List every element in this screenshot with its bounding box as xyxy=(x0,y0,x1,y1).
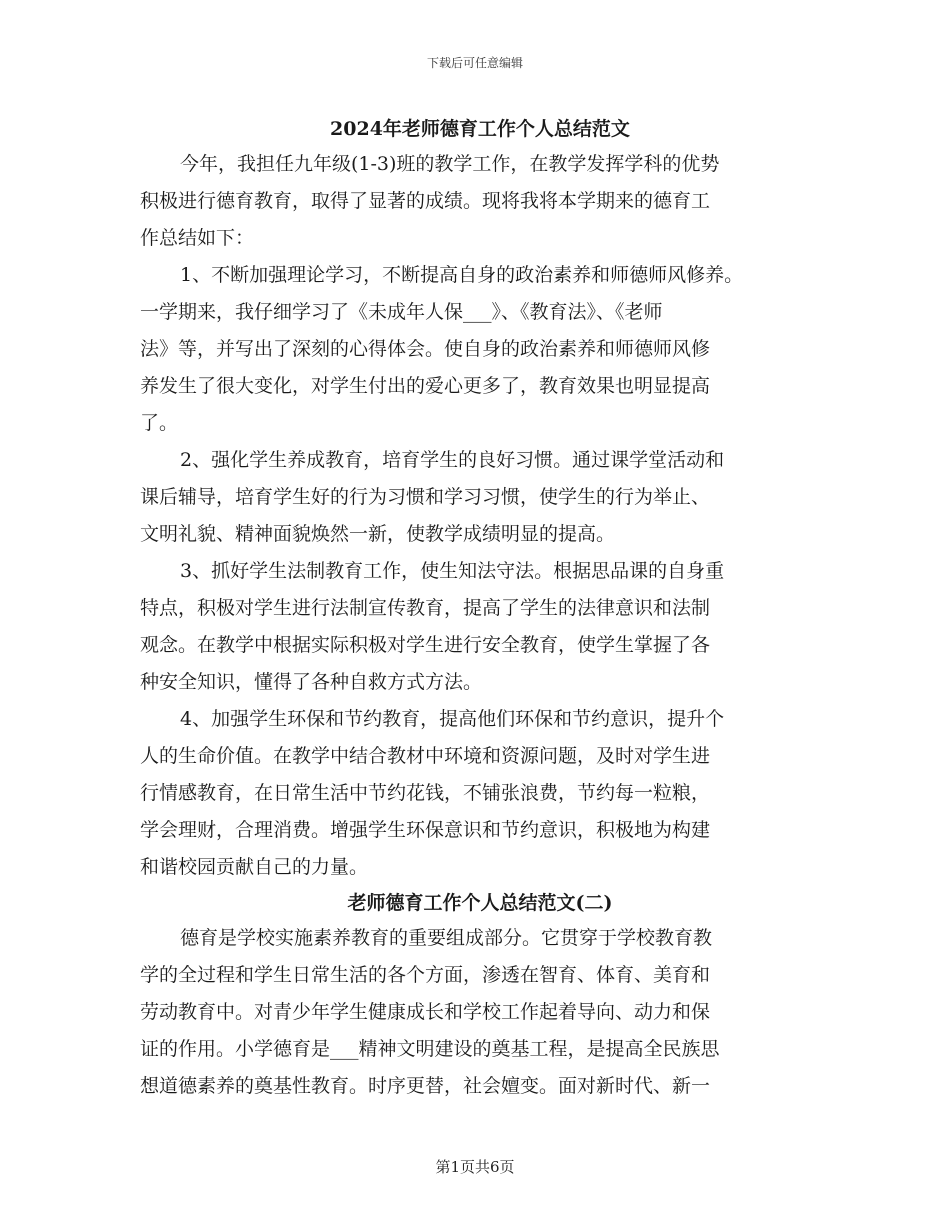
paragraph-line: 德育是学校实施素养教育的重要组成部分。它贯穿于学校教育教 xyxy=(180,927,713,949)
paragraph xyxy=(140,257,820,442)
paragraph-line: 今年，我担任九年级(1-3)班的教学工作，在教学发挥学科的优势 xyxy=(180,153,720,175)
paragraph-line: 特点，积极对学生进行法制宣传教育，提高了学生的法律意识和法制 xyxy=(140,597,711,619)
paragraph-line: 劳动教育中。对青少年学生健康成长和学校工作起着导向、动力和保 xyxy=(140,1001,711,1023)
paragraph-line: 积极进行德育教育，取得了显著的成绩。现将我将本学期来的德育工 xyxy=(140,190,711,212)
document-body xyxy=(140,112,820,1105)
paragraph-line: 文明礼貌、精神面貌焕然一新，使教学成绩明显的提高。 xyxy=(140,523,616,545)
paragraph xyxy=(140,701,820,886)
section-2-title: 老师德育工作个人总结范文(二) xyxy=(347,892,613,914)
paragraph-line: 课后辅导，培育学生好的行为习惯和学习习惯，使学生的行为举止、 xyxy=(140,486,711,508)
paragraph-line: 2、强化学生养成教育，培育学生的良好习惯。通过课学堂活动和 xyxy=(180,449,725,471)
paragraph xyxy=(140,146,820,257)
section-1 xyxy=(140,146,820,886)
paragraph-line: 4、加强学生环保和节约教育，提高他们环保和节约意识，提升个 xyxy=(180,708,725,730)
paragraph-line: 了。 xyxy=(140,412,179,434)
paragraph xyxy=(140,442,820,553)
paragraph-line: 学会理财，合理消费。增强学生环保意识和节约意识，积极地为构建 xyxy=(140,819,711,841)
paragraph-line: 一学期来，我仔细学习了《未成年人保___》、《教育法》、《老师 xyxy=(140,301,663,323)
document-title: 2024年老师德育工作个人总结范文 xyxy=(330,118,630,140)
paragraph-line: 学的全过程和学生日常生活的各个方面，渗透在智育、体育、美育和 xyxy=(140,964,711,986)
paragraph-line: 养发生了很大变化，对学生付出的爱心更多了，教育效果也明显提高 xyxy=(140,375,711,397)
paragraph-line: 人的生命价值。在教学中结合教材中环境和资源问题，及时对学生进 xyxy=(140,745,711,767)
paragraph-line: 和谐校园贡献自己的力量。 xyxy=(140,856,369,878)
paragraph-line: 想道德素养的奠基性教育。时序更替，社会嬗变。面对新时代、新一 xyxy=(140,1075,711,1097)
paragraph-line: 种安全知识，懂得了各种自救方式方法。 xyxy=(140,671,483,693)
page-footer: 第1页共6页 xyxy=(435,1158,515,1176)
section-2 xyxy=(140,920,820,1105)
paragraph-line: 1、不断加强理论学习，不断提高自身的政治素养和师德师风修养。 xyxy=(180,264,744,286)
paragraph-line: 观念。在教学中根据实际积极对学生进行安全教育，使学生掌握了各 xyxy=(140,634,711,656)
paragraph xyxy=(140,920,820,1105)
paragraph-line: 3、抓好学生法制教育工作，使生知法守法。根据思品课的自身重 xyxy=(180,560,725,582)
paragraph-line: 行情感教育，在日常生活中节约花钱，不铺张浪费，节约每一粒粮， xyxy=(140,782,711,804)
paragraph-line: 证的作用。小学德育是___精神文明建设的奠基工程，是提高全民族思 xyxy=(140,1038,720,1060)
paragraph-line: 作总结如下： xyxy=(140,227,255,249)
paragraph xyxy=(140,553,820,701)
header-note: 下载后可任意编辑 xyxy=(426,56,523,70)
paragraph-line: 法》等，并写出了深刻的心得体会。使自身的政治素养和师德师风修 xyxy=(140,338,711,360)
